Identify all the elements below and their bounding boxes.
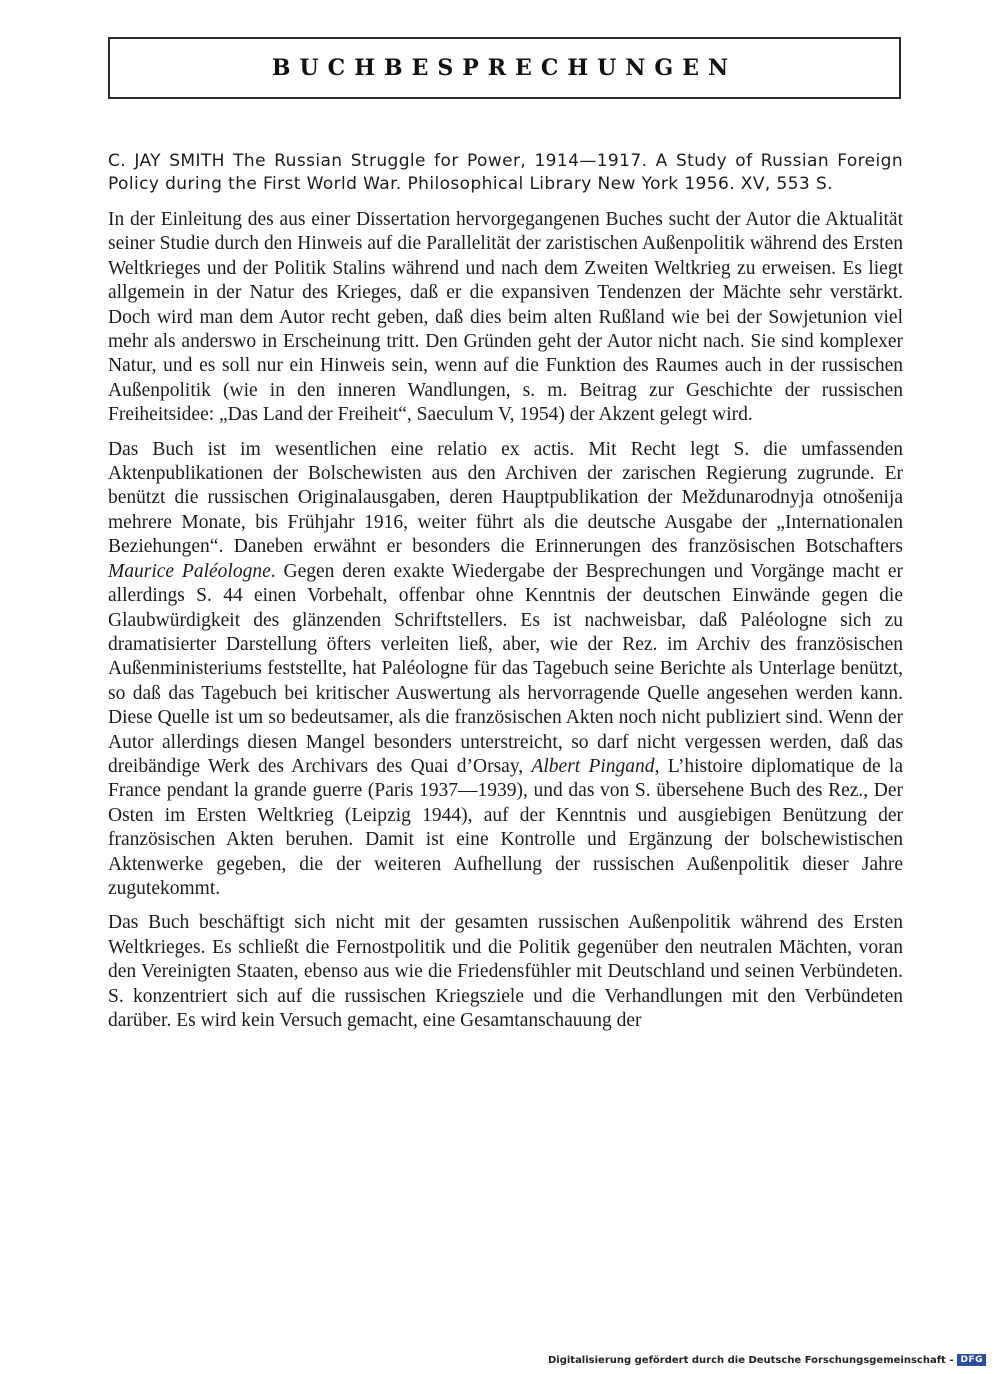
section-title: BUCHBESPRECHUNGEN [271, 55, 738, 81]
author-name-paleologne: Maurice Paléologne [108, 560, 271, 582]
paragraph-2 [108, 438, 903, 902]
author-name-pingand: Albert Pingand [531, 755, 655, 777]
section-header [108, 37, 901, 99]
book-citation: C. JAY SMITH The Russian Struggle for Power, 1914—1917. A Study of Russian Foreign Policy during the First World War. Philosophical Library New York 1956. XV, 553 S. [108, 151, 903, 194]
review-body [108, 150, 903, 1043]
paragraph-2-part-3: , L’histoire diplomatique de la France pendant la grande guerre (Paris 1937—1939), und das von S. übersehene Buch des Rez., Der Osten im Ersten Weltkrieg (Leipzig 1944), auf der Kenntnis und ausgiebigen Benützung der französischen Akten beruhen. Damit ist eine Kontrolle und Ergänzung der bolschewistischen Aktenwerke gegeben, die der weiteren Aufhellung der russischen Außenpolitik dieser Jahre zugutekommt. [108, 755, 904, 899]
dfg-logo-icon: DFG [957, 1354, 986, 1366]
paragraph-2-part-2: . Gegen deren exakte Wiedergabe der Besprechungen und Vorgänge macht er allerdings S. 44 einen Vorbehalt, offenbar ohne Kenntnis der deutschen Einwände gegen die Glaubwürdigkeit des glänzenden Schriftstellers. Es ist nachweisbar, daß Paléologne sich zu dramatisierter Darstellung öfters verleiten ließ, aber, wie der Rez. im Archiv des französischen Außenministeriums feststellte, hat Paléologne für das Tagebuch seine Berichte als Unterlage benützt, so daß das Tagebuch bei kritischer Auswertung als hervorragende Quelle angesehen werden kann. Diese Quelle ist um so bedeutsamer, als die französischen Akten noch nicht publiziert sind. Wenn der Autor allerdings diesen Mangel besonders unterstreicht, so darf nicht vergessen werden, daß das dreibändige Werk des Archivars des Quai d’Orsay, [108, 560, 903, 777]
paragraph-2-part-1: Das Buch ist im wesentlichen eine relatio ex actis. Mit Recht legt S. die umfassenden Aktenpublikationen der Bolschewisten aus den Archiven der zarischen Regierung zugrunde. Er benützt die russischen Originalausgaben, deren Hauptpublikation der Meždunarodnyja otnošenija mehrere Monate, bis Frühjahr 1916, weiter führt als die deutsche Ausgabe der „Internationalen Beziehungen“. Daneben erwähnt er besonders die Erinnerungen des französischen Botschafters [108, 438, 903, 558]
paragraph-1: In der Einleitung des aus einer Dissertation hervorgegangenen Buches sucht der Autor die Aktualität seiner Studie durch den Hinweis auf die Parallelität der zaristischen Außenpolitik während des Ersten Weltkrieges und der Politik Stalins während und nach dem Zweiten Weltkrieg zu erweisen. Es liegt allgemein in der Natur des Krieges, daß er die expansiven Tendenzen der Mächte sehr verstärkt. Doch wird man dem Autor recht geben, daß dies beim alten Rußland wie bei der Sowjetunion viel mehr als anderswo in Erscheinung tritt. Den Gründen geht der Autor nicht nach. Sie sind komplexer Natur, und es soll nur ein Hinweis sein, wenn auf die Funktion des Raumes auch in der russischen Außenpolitik (wie in den inneren Wandlungen, s. m. Beitrag zur Geschichte der russischen Freiheitsidee: „Das Land der Freiheit“, Saeculum V, 1954) der Akzent gelegt wird. [108, 209, 903, 426]
digitization-footer [548, 1354, 986, 1366]
footer-text: Digitalisierung gefördert durch die Deutsche Forschungsgemeinschaft - [547, 1354, 954, 1366]
paragraph-3: Das Buch beschäftigt sich nicht mit der gesamten russischen Außenpolitik während des Ersten Weltkrieges. Es schließt die Fernostpolitik und die Politik gegenüber den neutralen Mächten, voran den Vereinigten Staaten, ebenso aus wie die Friedensfühler mit Deutschland und seinen Verbündeten. S. konzentriert sich auf die russischen Kriegsziele und die Verhandlungen mit den Verbündeten darüber. Es wird kein Versuch gemacht, eine Gesamtanschauung der [108, 912, 903, 1031]
